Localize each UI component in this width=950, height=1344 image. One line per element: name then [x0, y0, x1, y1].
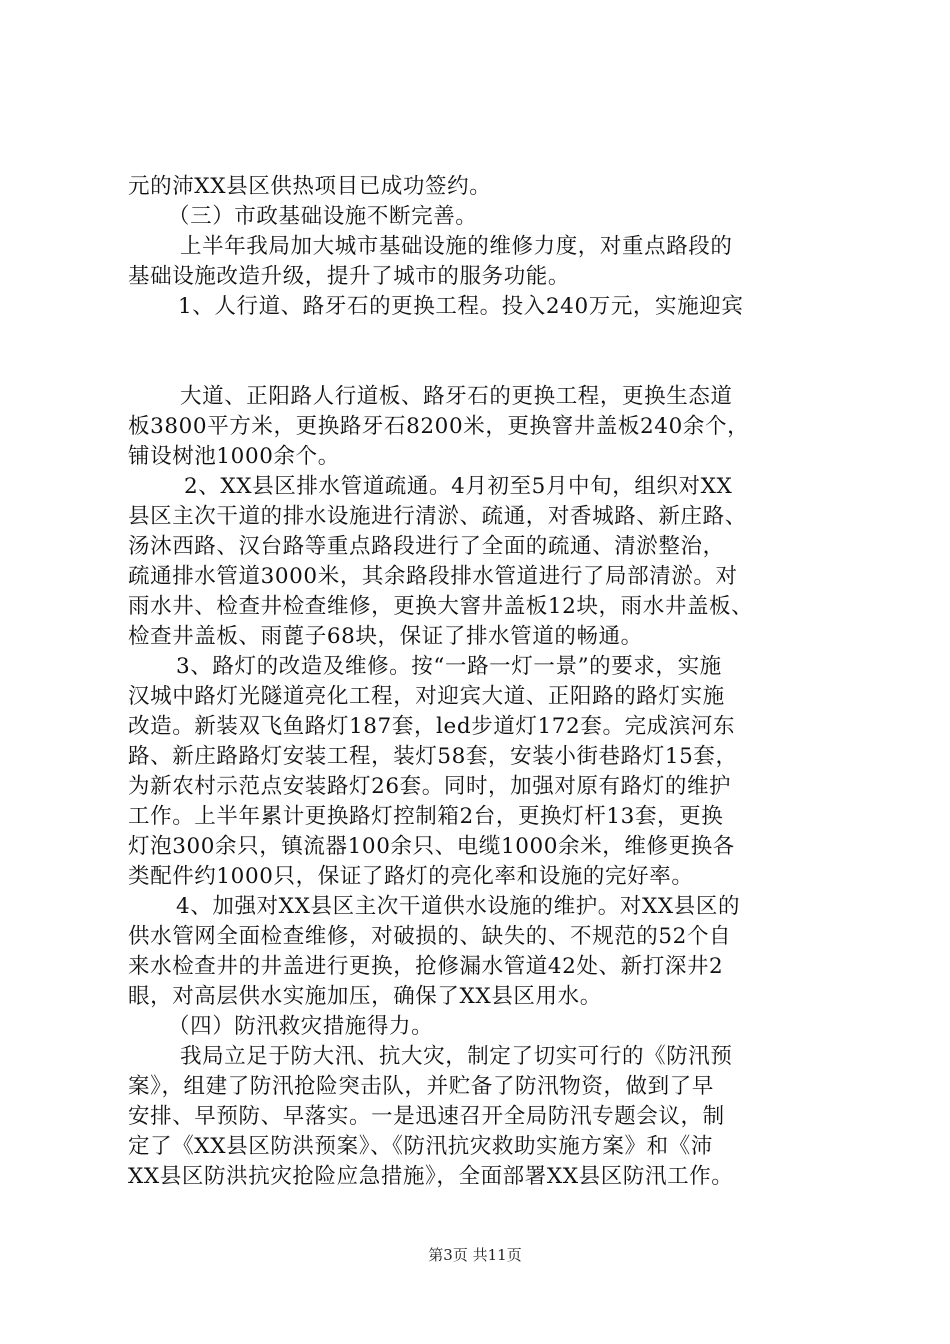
text-line: 供水管网全面检查维修，对破损的、缺失的、不规范的52个自 — [128, 924, 732, 949]
text-line: 工作。上半年累计更换路灯控制箱2台，更换灯杆13套，更换 — [128, 804, 724, 829]
text-line: 大道、正阳路人行道板、路牙石的更换工程，更换生态道 — [180, 384, 733, 409]
text-line: 县区主次干道的排水设施进行清淤、疏通，对香城路、新庄路、 — [128, 504, 747, 529]
text-line: 上半年我局加大城市基础设施的维修力度，对重点路段的 — [180, 234, 733, 259]
text-line: XX县区防洪抗灾抢险应急措施》，全面部署XX县区防汛工作。 — [128, 1164, 734, 1189]
text-line: 2、XX县区排水管道疏通。4月初至5月中旬，组织对XX — [184, 474, 733, 499]
text-line: 雨水井、检查井检查维修，更换大窨井盖板12块，雨水井盖板、 — [128, 594, 754, 619]
section-heading: （三）市政基础设施不断完善。 — [168, 204, 478, 229]
text-line: 汉城中路灯光隧道亮化工程，对迎宾大道、正阳路的路灯实施 — [128, 684, 725, 709]
text-line: 汤沐西路、汉台路等重点路段进行了全面的疏通、清淤整治， — [128, 534, 725, 559]
section-heading: （四）防汛救灾措施得力。 — [168, 1014, 434, 1039]
text-line: 疏通排水管道3000米，其余路段排水管道进行了局部清淤。对 — [128, 564, 738, 589]
text-line: 元的沛XX县区供热项目已成功签约。 — [128, 174, 492, 199]
text-line: 来水检查井的井盖进行更换，抢修漏水管道42处、新打深井2 — [128, 954, 724, 979]
text-line: 板3800平方米，更换路牙石8200米，更换窨井盖板240余个， — [128, 414, 750, 439]
text-line: 改造。新装双飞鱼路灯187套，led步道灯172套。完成滨河东 — [128, 714, 736, 739]
text-line: 4、加强对XX县区主次干道供水设施的维护。对XX县区的 — [176, 894, 741, 919]
text-line: 定了《XX县区防洪预案》、《防汛抗灾救助实施方案》和《沛 — [128, 1134, 713, 1159]
text-line: 灯泡300余只，镇流器100余只、电缆1000余米，维修更换各 — [128, 834, 735, 859]
page-number: 第3页 共11页 — [428, 1246, 522, 1264]
text-line: 我局立足于防大汛、抗大灾，制定了切实可行的《防汛预 — [180, 1044, 733, 1069]
blank-gap — [128, 322, 828, 382]
text-line: 路、新庄路路灯安装工程，装灯58套，安装小街巷路灯15套， — [128, 744, 738, 769]
text-line: 眼，对高层供水实施加压，确保了XX县区用水。 — [128, 984, 602, 1009]
text-line: 3、路灯的改造及维修。按“一路一灯一景”的要求，实施 — [176, 654, 722, 679]
text-line: 安排、早预防、早落实。一是迅速召开全局防汛专题会议，制 — [128, 1104, 725, 1129]
text-line: 为新农村示范点安装路灯26套。同时，加强对原有路灯的维护 — [128, 774, 732, 799]
text-line: 案》，组建了防汛抢险突击队，并贮备了防汛物资，做到了早 — [128, 1074, 714, 1099]
text-line: 检查井盖板、雨蓖子68块，保证了排水管道的畅通。 — [128, 624, 643, 649]
document-body — [128, 172, 828, 1192]
text-line: 基础设施改造升级，提升了城市的服务功能。 — [128, 264, 571, 289]
text-line: 类配件约1000只，保证了路灯的亮化率和设施的完好率。 — [128, 864, 694, 889]
text-line: 铺设树池1000余个。 — [128, 444, 340, 469]
text-line: 1、人行道、路牙石的更换工程。投入240万元，实施迎宾 — [178, 294, 744, 319]
